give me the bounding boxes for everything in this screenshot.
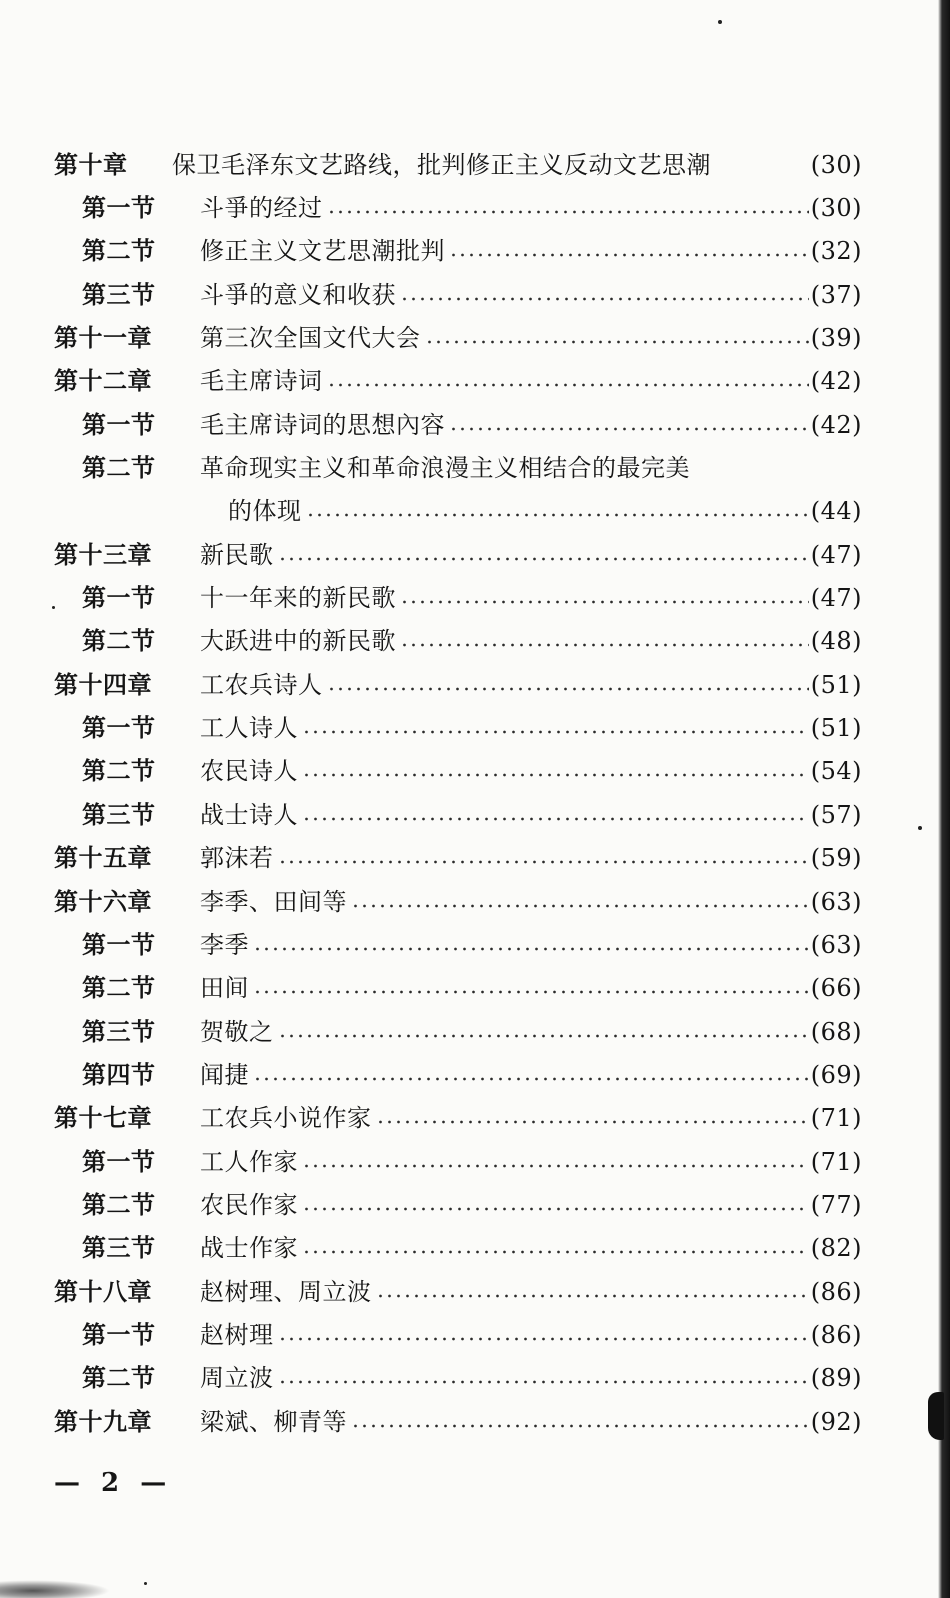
- toc-entry-body: [172, 151, 862, 179]
- ink-speck: [718, 20, 722, 24]
- toc-entry-section: [0, 706, 950, 749]
- entry-title: 保卫毛泽东文艺路线，批判修正主义反动文艺思潮: [172, 150, 711, 179]
- dot-leader: [302, 1250, 809, 1254]
- dot-leader: [302, 1207, 809, 1211]
- toc-entry-body: [200, 1018, 862, 1046]
- section-number: 第二节: [82, 626, 156, 656]
- entry-title: 新民歌: [200, 540, 274, 569]
- page-reference: (86): [810, 1277, 862, 1306]
- dot-leader: [400, 600, 809, 604]
- section-number: 第二节: [82, 1189, 156, 1219]
- section-number: 第三节: [82, 799, 156, 829]
- section-number: 第二节: [82, 973, 156, 1003]
- entry-title: 战士作家: [200, 1234, 298, 1263]
- toc-entry-section: [0, 750, 950, 793]
- dot-leader: [302, 817, 809, 821]
- chapter-number: 第十八章: [54, 1276, 152, 1306]
- dot-leader: [351, 904, 809, 908]
- page-reference: (47): [810, 584, 862, 613]
- toc-entry-body: [200, 1148, 862, 1176]
- section-number: 第三节: [82, 1233, 156, 1263]
- toc-entry-body: [200, 411, 862, 439]
- dot-leader: [306, 513, 809, 517]
- page-reference: (51): [810, 714, 862, 743]
- toc-entry-body: [200, 1061, 862, 1089]
- dot-leader: [327, 383, 809, 387]
- section-number: 第二节: [82, 236, 156, 266]
- toc-entry-body: [200, 194, 862, 222]
- entry-title: 赵树理: [200, 1320, 274, 1349]
- entry-title: 农民作家: [200, 1190, 298, 1219]
- toc-entry-body: [200, 1321, 862, 1349]
- section-number: 第一节: [82, 409, 156, 439]
- chapter-number: 第十一章: [54, 323, 152, 353]
- entry-title: 李季: [200, 930, 249, 959]
- toc-entry-section: [0, 967, 950, 1010]
- toc-entry-section: [0, 230, 950, 273]
- entry-title: 周立波: [200, 1364, 274, 1393]
- chapter-number: 第十四章: [54, 669, 152, 699]
- section-number: 第二节: [82, 756, 156, 786]
- page-reference: (30): [810, 194, 862, 223]
- page-reference: (89): [810, 1364, 862, 1393]
- entry-title: 革命现实主义和革命浪漫主义相结合的最完美: [200, 454, 690, 483]
- page-reference: (54): [810, 757, 862, 786]
- page-reference: (57): [810, 800, 862, 829]
- table-of-contents: [0, 143, 950, 1443]
- chapter-number: 第十章: [54, 149, 128, 179]
- toc-entry-body: [200, 541, 862, 569]
- toc-entry-section: [0, 1010, 950, 1053]
- toc-entry-chapter: [0, 663, 950, 706]
- toc-entry-body: [200, 627, 862, 655]
- dot-leader: [253, 1077, 809, 1081]
- page-reference: (39): [810, 324, 862, 353]
- chapter-number: 第十五章: [54, 843, 152, 873]
- toc-entry-body: [200, 1234, 862, 1262]
- chapter-number: 第十九章: [54, 1406, 152, 1436]
- toc-entry-body: [200, 671, 862, 699]
- dot-leader: [302, 773, 809, 777]
- toc-entry-chapter: [0, 143, 950, 186]
- section-number: 第一节: [82, 713, 156, 743]
- toc-entry-chapter: [0, 1400, 950, 1443]
- toc-entry-section: [0, 620, 950, 663]
- entry-title: 农民诗人: [200, 757, 298, 786]
- toc-entry-section: [0, 1313, 950, 1356]
- toc-entry-continuation: [0, 490, 950, 533]
- toc-entry-section: [0, 793, 950, 836]
- dot-leader: [253, 947, 809, 951]
- toc-entry-body: [200, 1408, 862, 1436]
- chapter-number: 第十三章: [54, 539, 152, 569]
- toc-entry-body: [200, 1104, 862, 1132]
- entry-title: 田间: [200, 974, 249, 1003]
- dot-leader: [327, 687, 809, 691]
- toc-entry-section: [0, 1227, 950, 1270]
- entry-title: 毛主席诗词: [200, 367, 323, 396]
- chapter-number: 第十二章: [54, 366, 152, 396]
- scan-smudge: [0, 1580, 110, 1598]
- page-reference: (48): [810, 627, 862, 656]
- section-number: 第二节: [82, 453, 156, 483]
- toc-entry-section: [0, 1183, 950, 1226]
- entry-title: 赵树理、周立波: [200, 1277, 372, 1306]
- entry-title: 战士诗人: [200, 800, 298, 829]
- toc-entry-section: [0, 273, 950, 316]
- page-reference: (63): [810, 930, 862, 959]
- toc-entry-section: [0, 1140, 950, 1183]
- entry-title: 工人作家: [200, 1147, 298, 1176]
- entry-title: 梁斌、柳青等: [200, 1407, 347, 1436]
- entry-title: 斗爭的意义和收获: [200, 280, 396, 309]
- toc-entry-section: [0, 576, 950, 619]
- toc-entry-chapter: [0, 837, 950, 880]
- toc-entry-chapter: [0, 533, 950, 576]
- entry-title: 第三次全国文代大会: [200, 324, 421, 353]
- section-number: 第一节: [82, 929, 156, 959]
- toc-entry-chapter: [0, 360, 950, 403]
- page-reference: (44): [810, 497, 862, 526]
- toc-entry-section: [0, 923, 950, 966]
- entry-title: 贺敬之: [200, 1017, 274, 1046]
- dot-leader: [278, 1380, 809, 1384]
- entry-title: 大跃进中的新民歌: [200, 627, 396, 656]
- dot-leader: [278, 557, 809, 561]
- toc-entry-body: [200, 324, 862, 352]
- toc-entry-body: [228, 497, 862, 525]
- toc-entry-body: [200, 281, 862, 309]
- toc-entry-section: [0, 1357, 950, 1400]
- toc-entry-body: [200, 1191, 862, 1219]
- section-number: 第一节: [82, 193, 156, 223]
- dot-leader: [449, 427, 809, 431]
- toc-entry-section: [0, 186, 950, 229]
- toc-entry-body: [200, 714, 862, 742]
- page-reference: (51): [810, 670, 862, 699]
- page-reference: (30): [810, 150, 862, 179]
- page-reference: (86): [810, 1320, 862, 1349]
- dot-leader: [278, 1034, 809, 1038]
- section-number: 第三节: [82, 279, 156, 309]
- page-reference: (42): [810, 410, 862, 439]
- page-reference: (77): [810, 1190, 862, 1219]
- ink-speck: [144, 1582, 147, 1585]
- entry-title: 毛主席诗词的思想內容: [200, 410, 445, 439]
- dot-leader: [327, 210, 809, 214]
- toc-entry-body: [200, 974, 862, 1002]
- toc-entry-section: [0, 403, 950, 446]
- entry-title: 十一年来的新民歌: [200, 584, 396, 613]
- entry-title: 郭沫若: [200, 844, 274, 873]
- section-number: 第四节: [82, 1059, 156, 1089]
- toc-entry-body: [200, 1278, 862, 1306]
- entry-title: 工农兵小说作家: [200, 1104, 372, 1133]
- dot-leader: [449, 253, 809, 257]
- dot-leader: [253, 990, 809, 994]
- page-reference: (59): [810, 844, 862, 873]
- section-number: 第一节: [82, 1319, 156, 1349]
- page-reference: (82): [810, 1234, 862, 1263]
- entry-title: 工农兵诗人: [200, 670, 323, 699]
- section-number: 第一节: [82, 583, 156, 613]
- chapter-number: 第十七章: [54, 1103, 152, 1133]
- dot-leader: [302, 730, 809, 734]
- section-number: 第二节: [82, 1363, 156, 1393]
- entry-title: 李季、田间等: [200, 887, 347, 916]
- toc-entry-section: [0, 446, 950, 489]
- toc-entry-body: [200, 888, 862, 916]
- toc-entry-chapter: [0, 1097, 950, 1140]
- dot-leader: [302, 1164, 809, 1168]
- toc-entry-body: [200, 931, 862, 959]
- chapter-number: 第十六章: [54, 886, 152, 916]
- entry-title: 闻捷: [200, 1060, 249, 1089]
- toc-entry-body: [200, 367, 862, 395]
- toc-entry-body: [200, 237, 862, 265]
- entry-title: 的体现: [228, 497, 302, 526]
- section-number: 第三节: [82, 1016, 156, 1046]
- page-reference: (68): [810, 1017, 862, 1046]
- toc-entry-body: [200, 584, 862, 612]
- entry-title: 斗爭的经过: [200, 194, 323, 223]
- page-reference: (47): [810, 540, 862, 569]
- dot-leader: [278, 1337, 809, 1341]
- toc-entry-chapter: [0, 880, 950, 923]
- toc-entry-body: [200, 801, 862, 829]
- entry-title: 修正主义文艺思潮批判: [200, 237, 445, 266]
- dot-leader: [376, 1120, 809, 1124]
- page-reference: (37): [810, 280, 862, 309]
- page-reference: (66): [810, 974, 862, 1003]
- page-reference: (63): [810, 887, 862, 916]
- toc-entry-body: [200, 757, 862, 785]
- page-reference: (71): [810, 1147, 862, 1176]
- toc-entry-section: [0, 1053, 950, 1096]
- page-reference: (69): [810, 1060, 862, 1089]
- section-number: 第一节: [82, 1146, 156, 1176]
- dot-leader: [278, 860, 809, 864]
- dot-leader: [400, 643, 809, 647]
- entry-title: 工人诗人: [200, 714, 298, 743]
- toc-entry-body: [200, 454, 862, 482]
- toc-entry-body: [200, 844, 862, 872]
- dot-leader: [376, 1294, 809, 1298]
- dot-leader: [351, 1424, 809, 1428]
- dot-leader: [400, 297, 809, 301]
- page-reference: (42): [810, 367, 862, 396]
- toc-entry-body: [200, 1364, 862, 1392]
- page-reference: (71): [810, 1104, 862, 1133]
- dot-leader: [425, 340, 809, 344]
- toc-entry-chapter: [0, 1270, 950, 1313]
- page-number-footer: — 2 —: [54, 1468, 173, 1498]
- page-reference: (92): [810, 1407, 862, 1436]
- toc-entry-chapter: [0, 316, 950, 359]
- page-reference: (32): [810, 237, 862, 266]
